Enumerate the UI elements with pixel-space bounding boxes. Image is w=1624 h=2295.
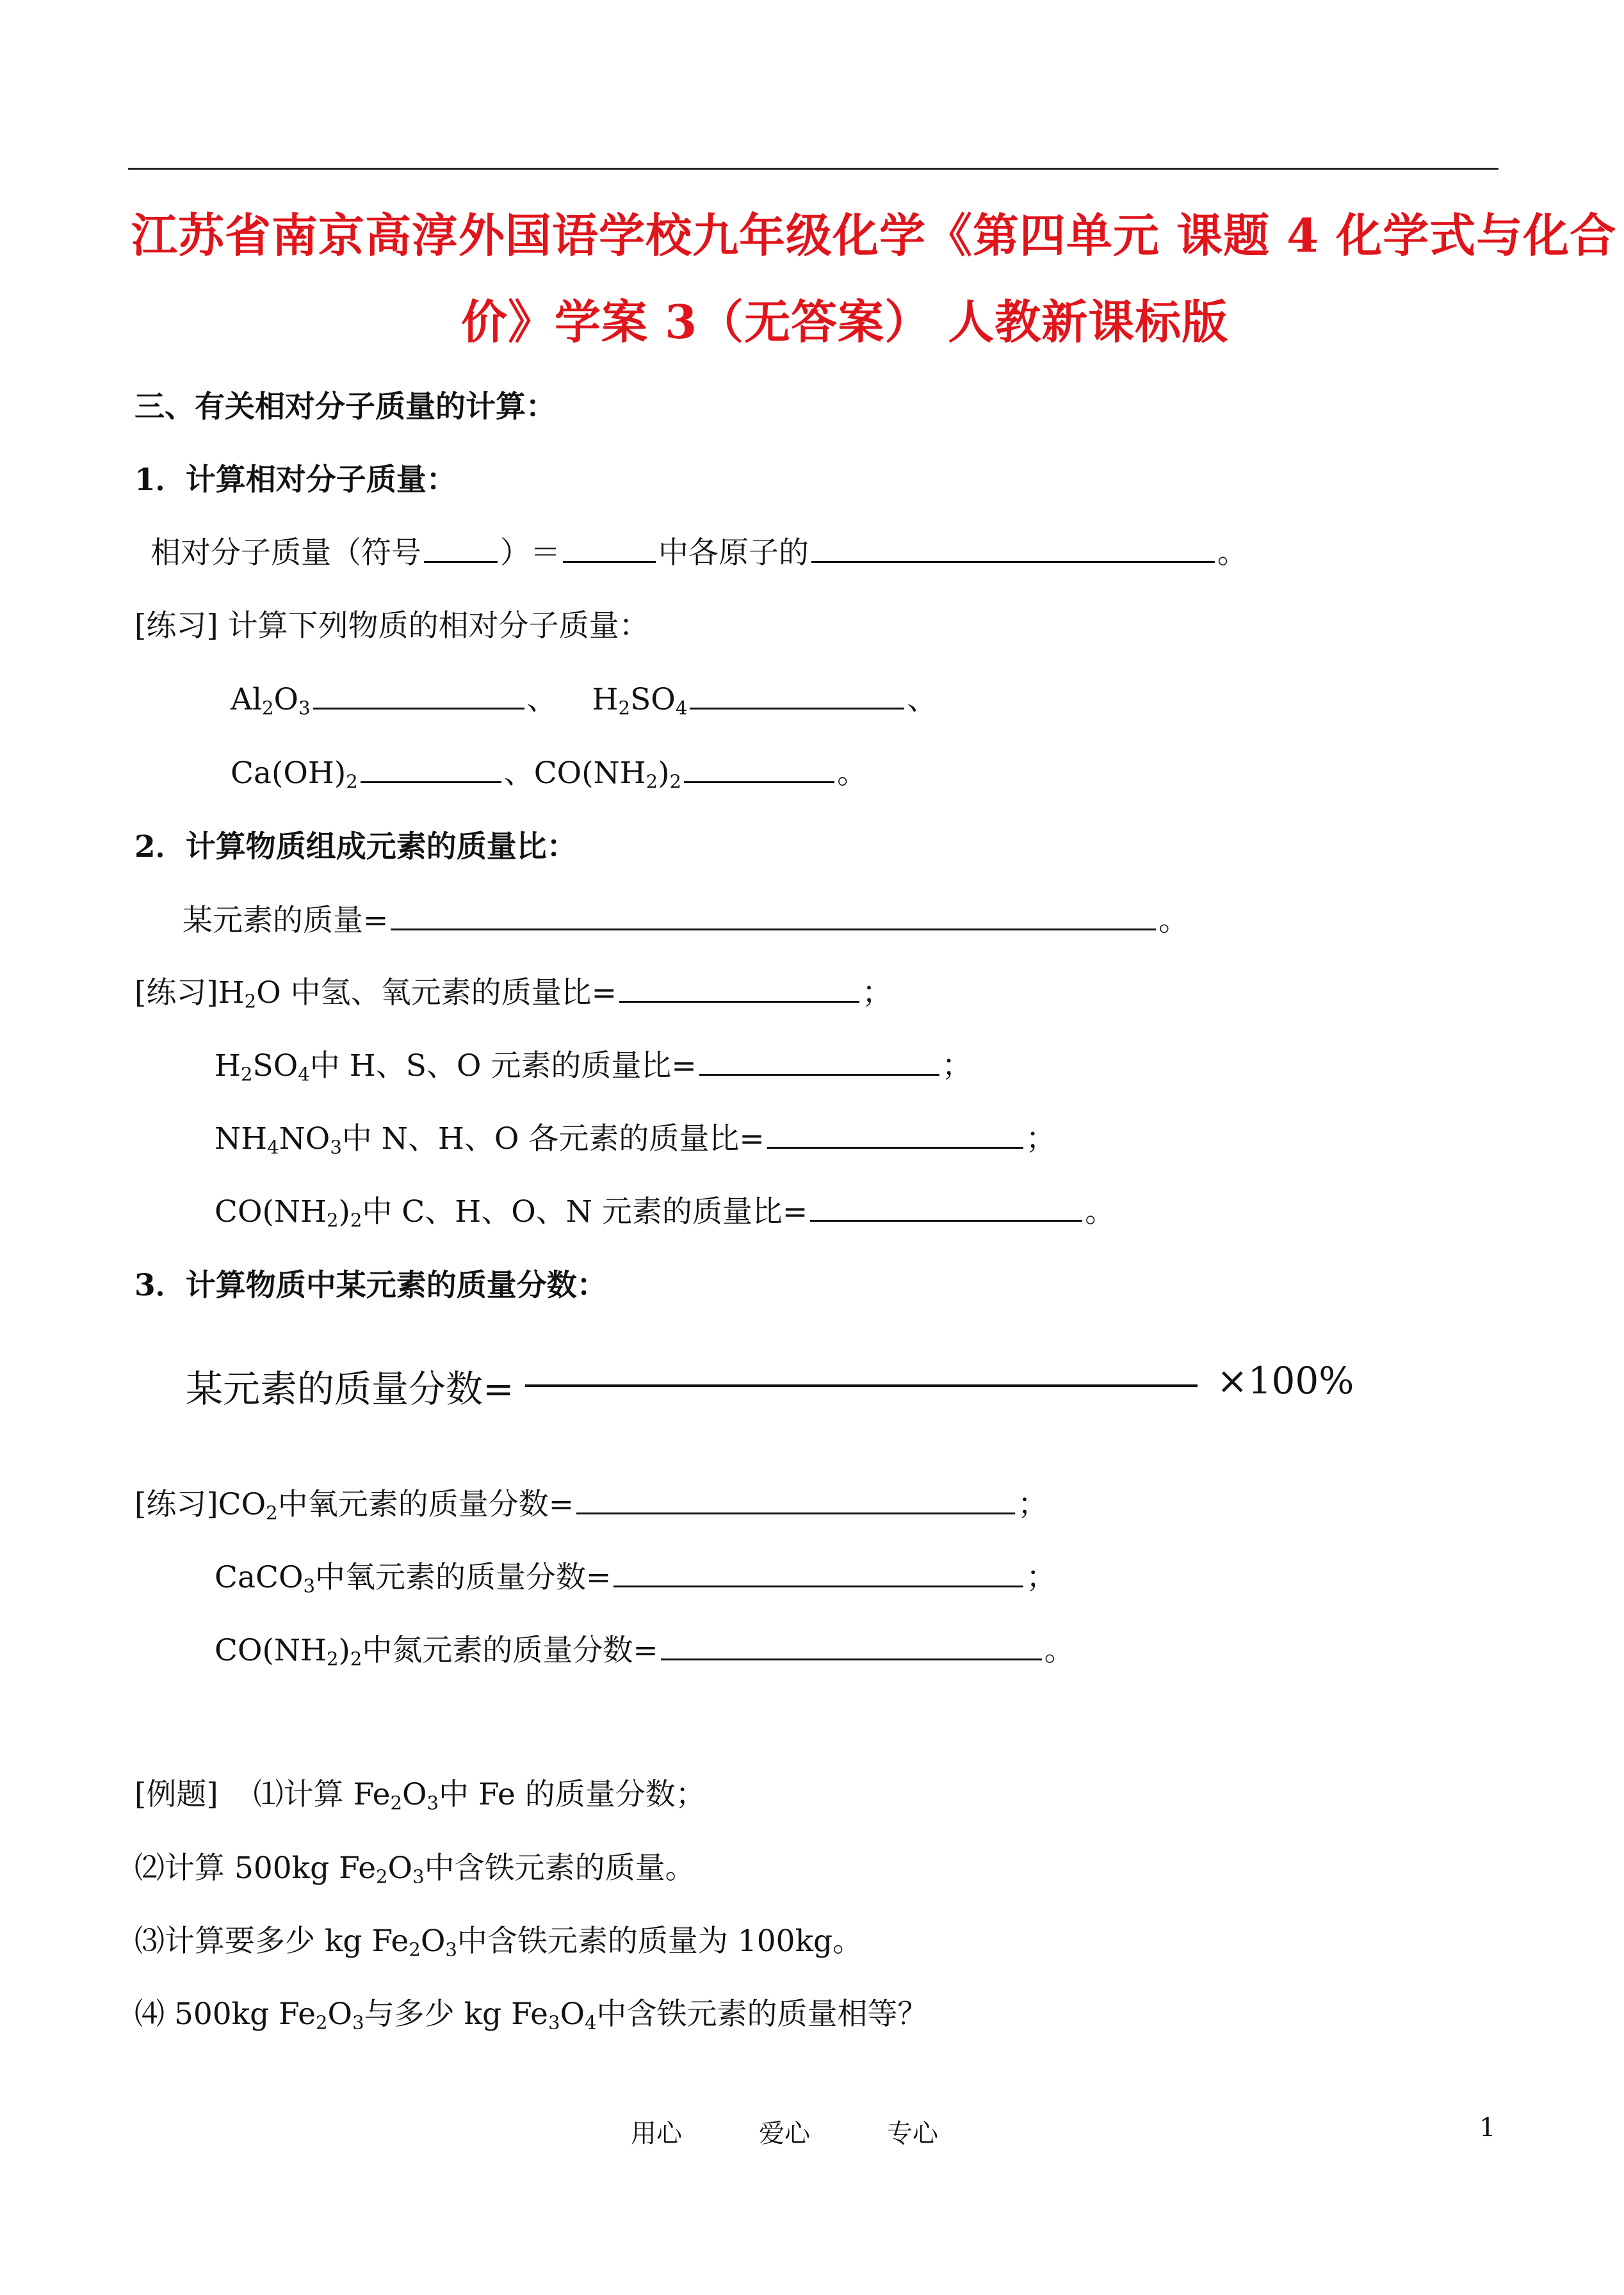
item2-exercise-1: [练习]$H_2O$ 中氢、氧元素的质量比= ； <box>134 969 892 1012</box>
header-rule <box>128 168 1498 170</box>
page-title-line2: 价》学案 3（无答案） 人教新课标版 <box>461 295 1229 349</box>
item2-exercise-4: $CO(NH_2)_2$中 C、H、O、N 元素的质量比= 。 <box>215 1188 1115 1231</box>
item2-heading: 2．计算物质组成元素的质量比： <box>134 829 577 864</box>
def-part3: 中各原子的 <box>658 535 809 571</box>
conh22-fraction-blank[interactable] <box>661 1630 1042 1660</box>
def-end: 。 <box>1217 535 1247 571</box>
atoms-sum-blank[interactable] <box>811 533 1215 563</box>
example-1: [例题] ⑴计算 $Fe_2O_3$中 Fe 的质量分数； <box>134 1777 706 1814</box>
example-2: ⑵计算 500kg $Fe_2O_3$中含铁元素的质量。 <box>134 1851 695 1888</box>
exercise-row-1: $Al_2O_3$ 、 $H_2SO_4$ 、 <box>231 676 937 718</box>
times-100-percent: ×100% <box>1217 1359 1354 1402</box>
co2-fraction-blank[interactable] <box>576 1484 1015 1514</box>
fraction-bar[interactable] <box>525 1384 1198 1387</box>
item3-exercise-1: [练习]$CO_2$中氧元素的质量分数= ； <box>134 1480 1048 1523</box>
footer-mid: 爱心 <box>759 2119 810 2148</box>
formula-al2o3: $Al_2O_3$ <box>231 682 311 719</box>
page-title-line1: 江苏省南京高淳外国语学校九年级化学《第四单元 课题 4 化学式与化合 <box>131 208 1617 263</box>
example-4: ⑷ 500kg $Fe_2O_3$与多少 kg $Fe_3O_4$中含铁元素的质量相等？ <box>134 1997 928 2034</box>
h2so4-ratio-blank[interactable] <box>699 1046 939 1076</box>
conh22-ratio-blank[interactable] <box>810 1192 1082 1222</box>
formula-blank[interactable] <box>563 533 656 563</box>
formula-conh22: $CO(NH_2)_2$ <box>533 756 682 793</box>
footer-left: 用心 <box>631 2119 682 2148</box>
example-3: ⑶计算要多少 kg $Fe_2O_3$中含铁元素的质量为 100kg。 <box>134 1924 863 1961</box>
item3-heading: 3．计算物质中某元素的质量分数： <box>134 1268 607 1303</box>
footer-right: 专心 <box>887 2119 938 2148</box>
def-part1: 相对分子质量（符号 <box>150 535 421 571</box>
item1-definition <box>150 529 1247 572</box>
page-number: 1 <box>1479 2113 1496 2143</box>
item1-heading: 1．计算相对分子质量： <box>134 462 457 498</box>
def-part2: ）＝ <box>500 535 560 571</box>
exercise-row-2: $Ca(OH)_2$ 、$CO(NH_2)_2$ 。 <box>231 749 867 792</box>
item2-exercise-3: $NH_4NO_3$中 N、H、O 各元素的质量比= ； <box>215 1115 1056 1158</box>
h2o-ratio-blank[interactable] <box>619 973 859 1003</box>
item3-exercise-3: $CO(NH_2)_2$中氮元素的质量分数= 。 <box>215 1626 1075 1669</box>
section-heading: 三、有关相对分子质量的计算： <box>134 389 556 425</box>
conh22-answer-blank[interactable] <box>684 753 834 783</box>
h2so4-answer-blank[interactable] <box>690 679 904 710</box>
item2-definition: 某元素的质量= 。 <box>183 896 1189 939</box>
element-mass-blank[interactable] <box>391 900 1156 930</box>
al2o3-answer-blank[interactable] <box>313 679 524 710</box>
formula-caoh2: $Ca(OH)_2$ <box>231 756 358 793</box>
nh4no3-ratio-blank[interactable] <box>767 1119 1023 1149</box>
caco3-fraction-blank[interactable] <box>613 1557 1023 1587</box>
mass-fraction-label: 某元素的质量分数= <box>186 1367 514 1411</box>
item1-exercise-label: [练习] 计算下列物质的相对分子质量： <box>134 608 649 644</box>
item2-exercise-2: $H_2SO_4$中 H、S、O 元素的质量比= ； <box>215 1042 972 1085</box>
formula-h2so4: $H_2SO_4$ <box>592 682 688 719</box>
symbol-blank[interactable] <box>424 533 498 563</box>
caoh2-answer-blank[interactable] <box>361 753 501 783</box>
item3-exercise-2: CaCO$_3$中氧元素的质量分数= ； <box>215 1553 1056 1596</box>
